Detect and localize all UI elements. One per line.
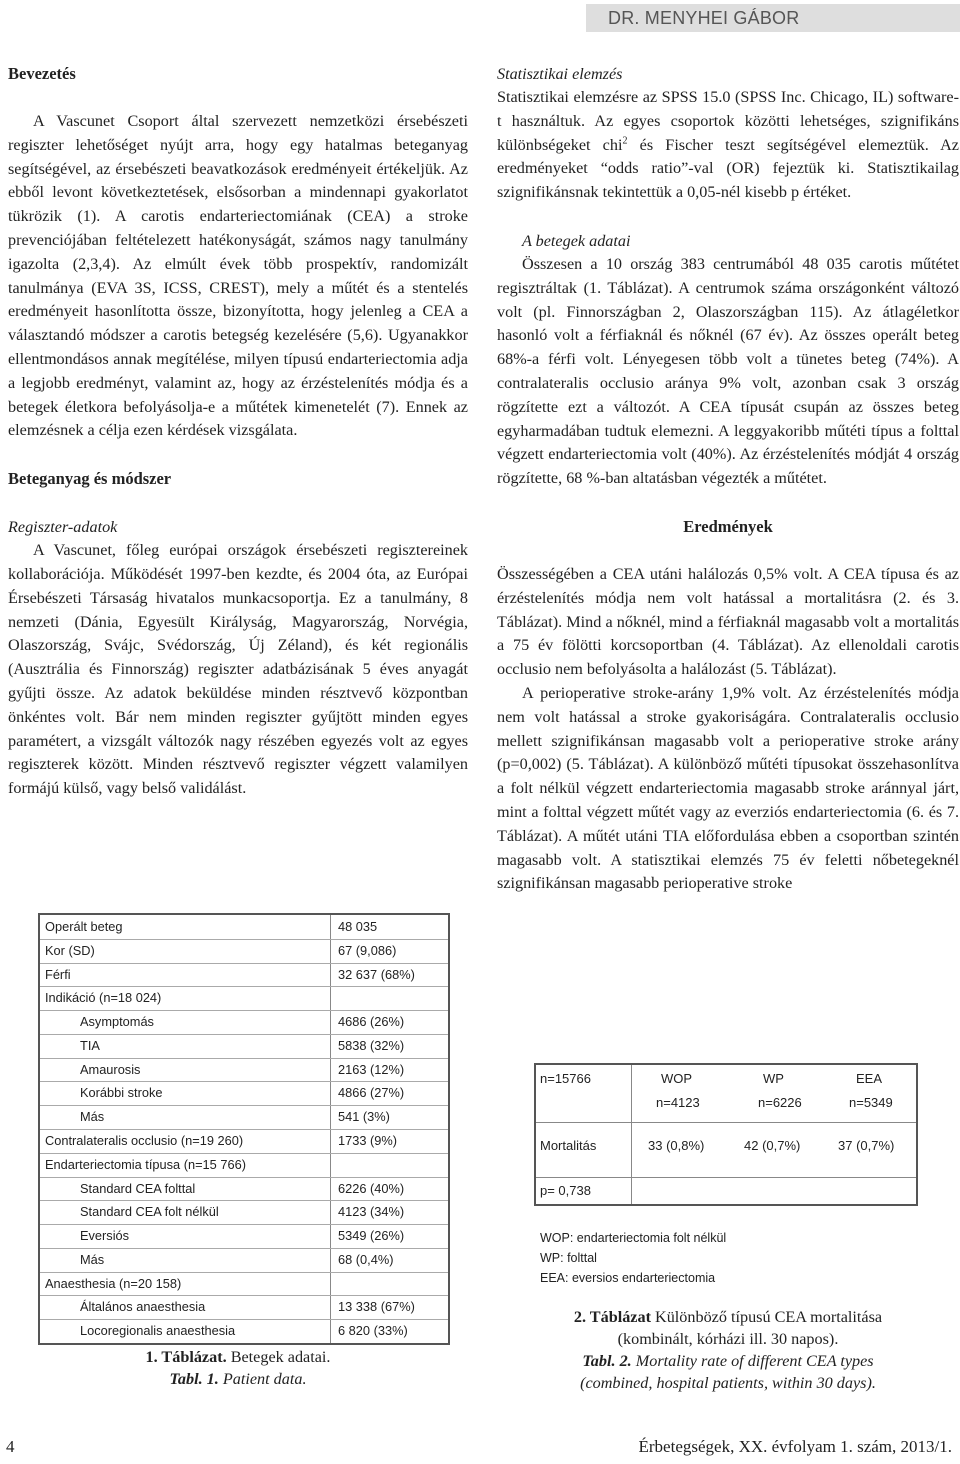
- table-row: [40, 1081, 448, 1106]
- table-row: [40, 986, 448, 1011]
- col-header-wop: WOP: [661, 1071, 693, 1086]
- table-row: [40, 915, 448, 940]
- intro-paragraph: A Vascunet Csoport által szervezett nemzetközi érsebészeti regiszter lehetőséget nyújt arra, hogy egy hatalmas beteganyag segítségével, az érsebészeti beavatkozások eredményeit értékeljük. Az ebből levont következtetések, elsősorban a mindennapi gyakorlatot tükrözik (1). A carotis endarteriectomiának (CEA) a stroke prevenciójában feltételezett hatékonyságát, számos nagy tanulmány igazolta (2,3,4). Az elmúlt évek több prospektív, randomizált tanulmánya (EVA 3S, ICSS, CREST), mely a műtét és a stentelés eredményeit hasonlította össze, bizonyította, hogy jelenleg a CEA a választandó módszer a carotis betegség kezelésére (5,6). Ugyanakkor ellentmondásos annak megítélése, milyen típusú endarteriectomia adja a legjobb eredményt, valamint az, hogy az érzéstelenítés módja és a betegek életkora befolyásolja-e a műtétek kimenetelét (7). Ennek az elemzésnek a célja ezen kérdések vizsgálata.: [8, 112, 468, 440]
- stats-text-a: Statisztikai elemzésre az SPSS 15.0 (SPSS Inc. Chicago, IL) software-t használtuk. Az egyes csoportok közötti lehetséges, szignifikáns különbségeket chi: [497, 88, 959, 154]
- table2-legend: [540, 1228, 726, 1288]
- row-value: 32 637 (68%): [338, 966, 415, 982]
- right-column: [497, 62, 959, 896]
- p-value: p= 0,738: [540, 1183, 591, 1198]
- row-label: Locoregionalis anaesthesia: [80, 1323, 236, 1339]
- table-row: [40, 1105, 448, 1130]
- mortality-wp: 42 (0,7%): [744, 1138, 801, 1153]
- row-label: Férfi: [45, 966, 71, 982]
- table1-caption: [0, 1346, 476, 1390]
- row-value: 13 338 (67%): [338, 1299, 415, 1315]
- patients-subheading: A betegek adatai: [522, 231, 631, 250]
- table-row: [40, 1200, 448, 1225]
- row-value: 6 820 (33%): [338, 1323, 408, 1339]
- row-label: Eversiós: [80, 1228, 130, 1244]
- table-row: [40, 939, 448, 964]
- row-value: 6226 (40%): [338, 1180, 405, 1196]
- table2-caption: [497, 1306, 959, 1394]
- page-footer: [0, 1437, 960, 1461]
- results-paragraph-2: A perioperative stroke-arány 1,9% volt. Az érzéstelenítés módja nem volt hatással a stroke gyakoriságára. Contralateralis occlusio mellett szignifikánsan magasabb volt a perioperative stroke arány (p=0,002) (5. Táblázat). A különböző műtéti típusokat összehasonlítva a folt nélkül végzett endarteriectomia magasabb stroke aránnyal járt, mint a folttal végzett műtét vagy az everziós endarteriectomia (6. és 7. Táblázat). A műtét utáni TIA előfordulása ebben a csoportban szintén magasabb volt. A statisztikai elemzés 75 év feletti nőbetegeknél szignifikánsan magasabb perioperative stroke: [497, 683, 959, 893]
- row-value: 48 035: [338, 919, 378, 934]
- table1-caption-en-text: Patient data.: [218, 1370, 307, 1388]
- row-value: 5838 (32%): [338, 1037, 405, 1053]
- table2-caption-text: Különböző típusú CEA mortalitása: [650, 1308, 883, 1326]
- table-row: [40, 1319, 448, 1343]
- row-value: 541 (3%): [338, 1109, 390, 1125]
- table-row: [40, 1153, 448, 1178]
- table-row: [40, 1177, 448, 1202]
- registry-subheading: Regiszter-adatok: [8, 518, 118, 537]
- row-label: Amaurosis: [80, 1061, 141, 1077]
- row-value: 68 (0,4%): [338, 1251, 394, 1267]
- table-row: [40, 1272, 448, 1297]
- n-wp: n=6226: [758, 1095, 802, 1110]
- legend-wp: WP: folttal: [540, 1251, 597, 1265]
- table2-caption-text2: (kombinált, kórházi ill. 30 napos).: [617, 1330, 839, 1348]
- mortality-eea: 37 (0,7%): [838, 1138, 895, 1153]
- table-row: [40, 1058, 448, 1083]
- table-divider: [536, 1122, 916, 1123]
- mortality-wop: 33 (0,8%): [648, 1138, 705, 1153]
- n-eea: n=5349: [849, 1095, 893, 1110]
- table1-caption-text: Betegek adatai.: [226, 1348, 331, 1366]
- patient-data-table: [38, 913, 450, 1345]
- row-value: 4123 (34%): [338, 1204, 405, 1220]
- row-label: Indikáció (n=18 024): [45, 990, 162, 1006]
- table-row: [40, 1034, 448, 1059]
- row-label: TIA: [80, 1037, 100, 1053]
- methods-heading: Beteganyag és módszer: [8, 469, 172, 489]
- legend-eea: EEA: eversios endarteriectomia: [540, 1271, 716, 1285]
- running-head-author: DR. MENYHEI GÁBOR: [586, 4, 960, 32]
- row-label: Anaesthesia (n=20 158): [45, 1275, 182, 1291]
- table-divider: [536, 1177, 916, 1178]
- stats-text-b: és Fischer teszt segítségével elemeztük. Az eredményeket “odds ratio”-val (OR) fejeztük ki. Statisztikailag szignifikánsnak tekintettük a 0,05-nél kisebb p értéket.: [497, 135, 959, 202]
- n-wop: n=4123: [656, 1095, 700, 1110]
- row-value: 4686 (26%): [338, 1014, 405, 1030]
- row-label: Asymptomás: [80, 1014, 154, 1030]
- row-value: 1733 (9%): [338, 1133, 398, 1148]
- row-label: Standard CEA folttal: [80, 1180, 196, 1196]
- table-row: [40, 1224, 448, 1249]
- table1-caption-en-number: Tabl. 1.: [169, 1370, 219, 1388]
- col-header-eea: EEA: [856, 1071, 883, 1086]
- row-label: Kor (SD): [45, 942, 95, 958]
- n-total: n=15766: [540, 1071, 591, 1086]
- table2-caption-en-text2: (combined, hospital patients, within 30 days).: [580, 1374, 876, 1392]
- row-value: 67 (9,086): [338, 942, 397, 958]
- journal-citation: Érbetegségek, XX. évfolyam 1. szám, 2013/1.: [638, 1437, 952, 1456]
- table-row: [40, 1010, 448, 1035]
- mortality-table: [534, 1063, 918, 1206]
- row-label: Endarteriectomia típusa (n=15 766): [45, 1156, 246, 1172]
- row-value: 5349 (26%): [338, 1228, 405, 1244]
- row-value: 4866 (27%): [338, 1085, 405, 1101]
- row-label: Contralateralis occlusio (n=19 260): [45, 1133, 244, 1148]
- table-row: [40, 963, 448, 988]
- registry-paragraph: A Vascunet, főleg európai országok érsebészeti regisztereinek kollaborációja. Működését 1997-ben kezdte, és 2004 óta, az Európai Érsebészeti Társaság hivatalos munkacsoportja. Ez a tanulmány, 8 nemzeti (Dánia, Egyesült Királyság, Magyarország, Norvégia, Olaszország, Svájc, Svédország, Új Zéland), és két regionális (Ausztrália és Finnország) regiszter adatbázisának 5 éves anyagát gyűjti össze. Az adatok beküldése minden résztvevő központban önkéntes volt. Bár nem minden regiszter gyűjtött minden egyes paramétert, a vizsgált változók nagy részében egyezés volt az egyes regiszterek között. Minden résztvevő regiszter végzett valamilyen formájú külső, vagy belső validálást.: [8, 541, 468, 798]
- row-label: Más: [80, 1251, 105, 1267]
- stats-paragraph: [497, 86, 959, 205]
- row-label: Más: [80, 1109, 105, 1125]
- table-divider: [631, 1065, 632, 1204]
- legend-wop: WOP: endarteriectomia folt nélkül: [540, 1231, 727, 1245]
- table-row: [40, 1295, 448, 1320]
- intro-heading: Bevezetés: [8, 64, 76, 83]
- row-value: 2163 (12%): [338, 1061, 405, 1077]
- row-label-mortality: Mortalitás: [540, 1138, 597, 1153]
- left-column: [8, 62, 468, 801]
- table2-caption-en-text: Mortality rate of different CEA types: [631, 1352, 874, 1370]
- table1-caption-number: 1. Táblázat.: [145, 1348, 227, 1366]
- patients-paragraph: Összesen a 10 ország 383 centrumából 48 035 carotis műtétet regisztráltak (1. Táblázat). A centrumok száma országonként változó volt (pl. Finnországban 2, Olaszországban 115). Az átlagéletkor hasonló volt a férfiaknál és nőknél (67 év). Az összes operált beteg 68%-a férfi volt. Lényegesen több volt a tünetes beteg (74%). A contralateralis occlusio aránya 9% volt, azonban csak 3 ország rögzítette ezt a változót. A CEA típusát csupán az összes beteg egyharmadában tudtuk elemezni. A leggyakoribb műtéti típus a folttal végzett endarteriectomia volt (40%). Az érzéstelenítés módját 4 ország rögzítette, 68 %-ban altatásban végezték a műtétet.: [497, 254, 959, 488]
- col-header-wp: WP: [763, 1071, 784, 1086]
- table2-caption-number: 2. Táblázat: [573, 1308, 651, 1326]
- chi-superscript: 2: [622, 135, 628, 147]
- stats-subheading: Statisztikai elemzés: [497, 65, 623, 83]
- table-row: [40, 1129, 448, 1154]
- table2-caption-en-number: Tabl. 2.: [582, 1352, 632, 1370]
- page-number: 4: [6, 1437, 15, 1456]
- results-paragraph-1: Összességében a CEA utáni halálozás 0,5% volt. A CEA típusa és az érzéstelenítés módja nem volt hatással a mortalitásra (2. és 3. Táblázat). Mind a nőknél, mind a férfiaknál magasabb volt a mortalitás a 75 év fölötti korcsoportban (4. Táblázat). Az ellenoldali carotis occlusio nem befolyásolta a halálozást (5. Táblázat).: [497, 564, 959, 679]
- row-label: Standard CEA folt nélkül: [80, 1204, 219, 1220]
- row-label: Általános anaesthesia: [80, 1299, 206, 1315]
- results-heading: Eredmények: [683, 516, 773, 536]
- row-label: Operált beteg: [45, 919, 123, 934]
- table-row: [40, 1248, 448, 1273]
- row-label: Korábbi stroke: [80, 1085, 163, 1101]
